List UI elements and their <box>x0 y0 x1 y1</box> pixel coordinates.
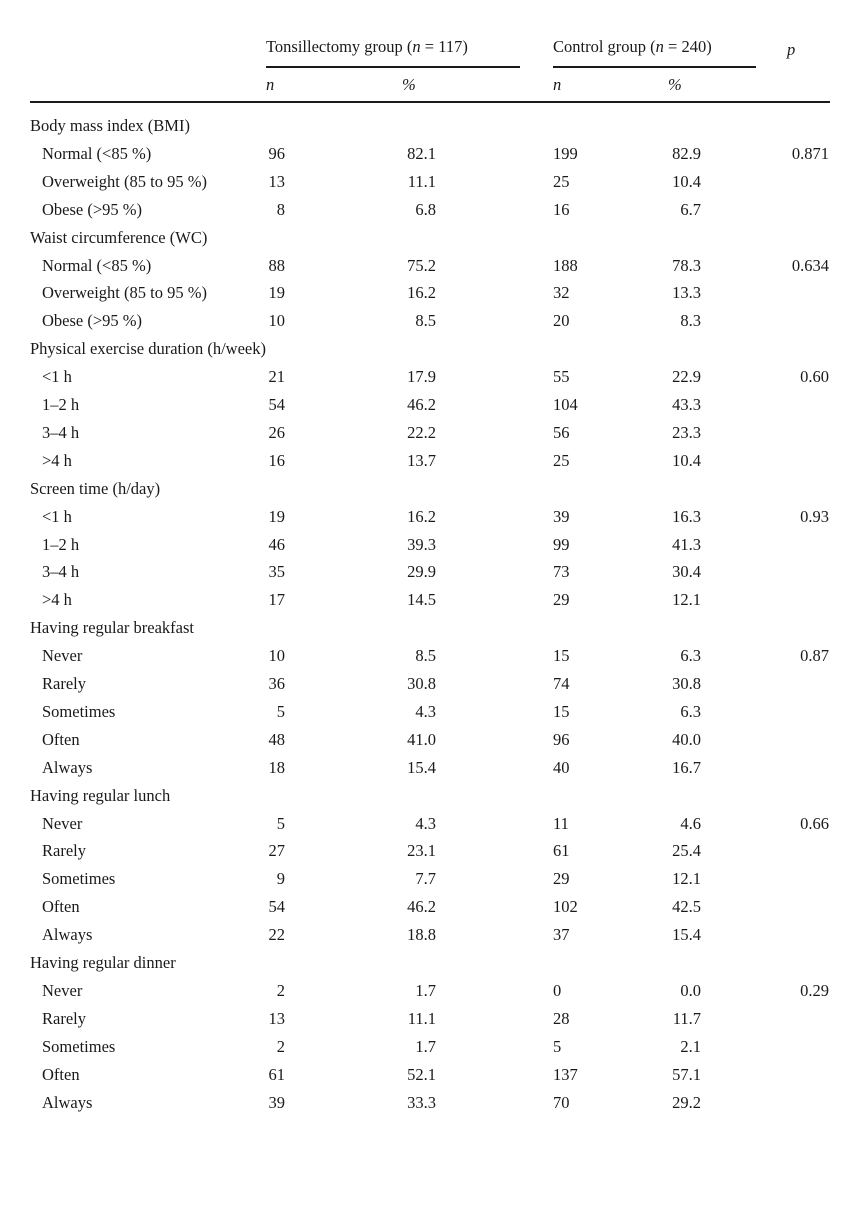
row-label: 1–2 h <box>42 395 80 414</box>
section-title: Having regular breakfast <box>30 618 195 638</box>
tonsillectomy-pct-cell: 16.2 <box>407 283 436 303</box>
tonsillectomy-n-cell: 35 <box>268 562 285 582</box>
tonsillectomy-n-cell: 17 <box>268 590 285 610</box>
tonsillectomy-pct-cell: 52.1 <box>407 1064 436 1084</box>
p-value-cell: 0.634 <box>791 255 829 275</box>
control-pct-cell: 12.1 <box>672 869 701 889</box>
tonsillectomy-pct-cell: 7.7 <box>415 869 436 889</box>
row-label: >4 h <box>42 590 72 610</box>
row-label: Never <box>42 813 83 833</box>
row-label: Normal (<85 %) <box>42 255 152 275</box>
tonsillectomy-pct-cell: 39.3 <box>407 534 436 554</box>
row-label: Always <box>42 1092 93 1112</box>
control-n-cell: 29 <box>553 869 570 889</box>
control-n-cell: 5 <box>553 1036 562 1056</box>
group2-underline <box>553 66 756 68</box>
control-n-cell: 39 <box>553 506 570 526</box>
control-pct-cell: 30.8 <box>672 674 701 693</box>
row-label: Often <box>42 729 80 749</box>
tonsillectomy-n-cell: 9 <box>276 869 285 889</box>
row-label: Sometimes <box>42 869 116 889</box>
tonsillectomy-pct-cell: 11.1 <box>407 171 436 191</box>
header-n-symbol: n <box>655 37 664 56</box>
tonsillectomy-n-cell: 22 <box>268 925 285 945</box>
control-pct-cell: 16.7 <box>672 757 701 777</box>
p-value-cell: 0.93 <box>800 506 829 526</box>
header-rule <box>30 101 830 103</box>
subheader-pct-group2: % <box>668 75 682 94</box>
section-title: Waist circumference (WC) <box>30 227 208 247</box>
control-n-cell: 199 <box>553 143 578 163</box>
control-pct-cell: 4.6 <box>680 813 701 833</box>
control-pct-cell: 6.3 <box>680 701 701 721</box>
control-pct-cell: 2.1 <box>680 1036 701 1056</box>
tonsillectomy-pct-cell: 82.1 <box>407 143 436 163</box>
control-pct-cell: 82.9 <box>672 143 701 163</box>
tonsillectomy-pct-cell: 16.2 <box>407 506 436 526</box>
control-n-cell: 15 <box>553 646 570 666</box>
tonsillectomy-n-cell: 2 <box>276 980 285 1000</box>
control-pct-cell: 22.9 <box>672 367 701 387</box>
tonsillectomy-pct-cell: 23.1 <box>407 841 436 861</box>
p-value-cell: 0.66 <box>800 813 829 833</box>
section-title: Physical exercise duration (h/week) <box>30 339 266 359</box>
tonsillectomy-pct-cell: 30.8 <box>407 674 436 693</box>
row-label: 1–2 h <box>42 534 80 554</box>
tonsillectomy-pct-cell: 1.7 <box>415 980 436 1000</box>
control-pct-cell: 16.3 <box>672 506 701 526</box>
control-n-cell: 70 <box>553 1092 570 1112</box>
control-n-cell: 104 <box>553 395 578 414</box>
tonsillectomy-n-cell: 19 <box>268 283 285 303</box>
section-title: Having regular dinner <box>30 953 176 972</box>
section-title: Having regular lunch <box>30 785 171 805</box>
header-text: Tonsillectomy group ( <box>266 37 413 56</box>
control-pct-cell: 43.3 <box>672 395 701 414</box>
row-label: >4 h <box>42 450 72 470</box>
header-text: Control group ( <box>553 37 656 56</box>
tonsillectomy-n-cell: 88 <box>268 255 285 275</box>
tonsillectomy-group-header <box>266 39 468 56</box>
tonsillectomy-pct-cell: 41.0 <box>407 729 436 749</box>
row-label: Obese (>95 %) <box>42 199 143 219</box>
tonsillectomy-pct-cell: 46.2 <box>407 395 436 414</box>
control-n-cell: 28 <box>553 1008 570 1028</box>
control-n-cell: 16 <box>553 199 570 219</box>
row-label: Never <box>42 646 83 666</box>
row-label: <1 h <box>42 506 72 526</box>
row-label: Rarely <box>42 674 86 693</box>
control-n-cell: 29 <box>553 590 570 610</box>
tonsillectomy-n-cell: 46 <box>268 534 285 554</box>
tonsillectomy-n-cell: 54 <box>268 395 285 414</box>
tonsillectomy-n-cell: 18 <box>268 757 285 777</box>
section-title: Body mass index (BMI) <box>30 116 190 135</box>
section-title: Screen time (h/day) <box>30 478 161 498</box>
control-n-cell: 37 <box>553 925 570 945</box>
header-text: = 117) <box>420 37 468 56</box>
subheader-n-group2: n <box>553 75 562 94</box>
control-n-cell: 40 <box>553 757 570 777</box>
tonsillectomy-n-cell: 61 <box>268 1064 285 1084</box>
p-value-header: p <box>787 40 796 59</box>
control-pct-cell: 40.0 <box>672 729 701 749</box>
tonsillectomy-pct-cell: 11.1 <box>407 1008 436 1028</box>
tonsillectomy-pct-cell: 15.4 <box>407 757 436 777</box>
row-label: Sometimes <box>42 701 116 721</box>
tonsillectomy-n-cell: 19 <box>268 506 285 526</box>
control-n-cell: 32 <box>553 283 570 303</box>
tonsillectomy-n-cell: 8 <box>276 199 285 219</box>
row-label: Never <box>42 980 83 1000</box>
tonsillectomy-pct-cell: 75.2 <box>407 255 436 275</box>
tonsillectomy-pct-cell: 29.9 <box>407 562 436 582</box>
row-label: Sometimes <box>42 1036 116 1056</box>
control-n-cell: 74 <box>553 674 570 693</box>
control-pct-cell: 41.3 <box>672 534 701 554</box>
tonsillectomy-n-cell: 21 <box>268 367 285 387</box>
control-n-cell: 20 <box>553 311 570 331</box>
tonsillectomy-pct-cell: 8.5 <box>415 311 436 331</box>
control-n-cell: 15 <box>553 701 570 721</box>
row-label: Always <box>42 757 93 777</box>
control-n-cell: 0 <box>553 980 562 1000</box>
tonsillectomy-pct-cell: 33.3 <box>407 1092 436 1112</box>
row-label: Always <box>42 925 93 945</box>
tonsillectomy-pct-cell: 6.8 <box>415 199 436 219</box>
control-pct-cell: 30.4 <box>672 562 701 582</box>
control-pct-cell: 23.3 <box>672 422 701 442</box>
tonsillectomy-n-cell: 27 <box>268 841 285 861</box>
tonsillectomy-n-cell: 13 <box>268 171 285 191</box>
group1-underline <box>266 66 520 68</box>
header-n-symbol: n <box>412 37 421 56</box>
tonsillectomy-pct-cell: 46.2 <box>407 897 436 917</box>
p-value-cell: 0.29 <box>800 980 829 1000</box>
tonsillectomy-n-cell: 10 <box>268 646 285 666</box>
control-pct-cell: 10.4 <box>672 171 701 191</box>
subheader-n-group1: n <box>266 75 275 94</box>
control-pct-cell: 42.5 <box>672 897 701 917</box>
tonsillectomy-n-cell: 54 <box>268 897 285 917</box>
control-n-cell: 99 <box>553 534 570 554</box>
row-label: 3–4 h <box>42 562 80 582</box>
control-group-header <box>553 39 712 56</box>
control-n-cell: 56 <box>553 422 570 442</box>
row-label: <1 h <box>42 367 72 387</box>
row-label: Often <box>42 897 80 917</box>
tonsillectomy-n-cell: 10 <box>268 311 285 331</box>
control-n-cell: 55 <box>553 367 570 387</box>
tonsillectomy-pct-cell: 1.7 <box>415 1036 436 1056</box>
tonsillectomy-pct-cell: 13.7 <box>407 450 436 470</box>
tonsillectomy-pct-cell: 4.3 <box>415 813 436 833</box>
tonsillectomy-pct-cell: 18.8 <box>407 925 436 945</box>
control-pct-cell: 6.3 <box>680 646 701 666</box>
row-label: Obese (>95 %) <box>42 311 143 331</box>
tonsillectomy-pct-cell: 17.9 <box>407 367 436 387</box>
control-pct-cell: 12.1 <box>672 590 701 610</box>
header-text: = 240) <box>663 37 712 56</box>
control-pct-cell: 25.4 <box>672 841 701 861</box>
control-pct-cell: 13.3 <box>672 283 701 303</box>
control-pct-cell: 11.7 <box>672 1008 701 1028</box>
row-label: Overweight (85 to 95 %) <box>42 171 207 191</box>
row-label: Normal (<85 %) <box>42 143 152 163</box>
control-n-cell: 11 <box>553 813 569 833</box>
row-label: Rarely <box>42 1008 86 1028</box>
row-label: Overweight (85 to 95 %) <box>42 283 207 303</box>
p-value-cell: 0.87 <box>800 646 829 666</box>
tonsillectomy-n-cell: 16 <box>268 450 285 470</box>
tonsillectomy-n-cell: 39 <box>268 1092 285 1112</box>
control-pct-cell: 15.4 <box>672 925 701 945</box>
control-n-cell: 102 <box>553 897 578 917</box>
tonsillectomy-pct-cell: 4.3 <box>415 701 436 721</box>
row-label: Often <box>42 1064 80 1084</box>
tonsillectomy-n-cell: 2 <box>276 1036 285 1056</box>
row-label: Rarely <box>42 841 86 861</box>
tonsillectomy-n-cell: 5 <box>276 701 285 721</box>
row-label: 3–4 h <box>42 422 80 442</box>
p-value-cell: 0.60 <box>800 367 829 387</box>
tonsillectomy-pct-cell: 14.5 <box>407 590 436 610</box>
control-n-cell: 73 <box>553 562 570 582</box>
control-pct-cell: 57.1 <box>672 1064 701 1084</box>
control-pct-cell: 29.2 <box>672 1092 701 1112</box>
control-pct-cell: 10.4 <box>672 450 701 470</box>
control-n-cell: 137 <box>553 1064 578 1084</box>
tonsillectomy-pct-cell: 8.5 <box>415 646 436 666</box>
tonsillectomy-pct-cell: 22.2 <box>407 422 436 442</box>
control-pct-cell: 78.3 <box>672 255 701 275</box>
tonsillectomy-n-cell: 13 <box>268 1008 285 1028</box>
control-n-cell: 25 <box>553 450 570 470</box>
control-n-cell: 96 <box>553 729 570 749</box>
control-pct-cell: 8.3 <box>680 311 701 331</box>
control-pct-cell: 0.0 <box>680 980 701 1000</box>
tonsillectomy-n-cell: 48 <box>268 729 285 749</box>
tonsillectomy-n-cell: 5 <box>276 813 285 833</box>
tonsillectomy-n-cell: 96 <box>268 143 285 163</box>
tonsillectomy-n-cell: 26 <box>268 422 285 442</box>
tonsillectomy-n-cell: 36 <box>268 674 285 693</box>
p-value-cell: 0.871 <box>791 143 829 163</box>
control-n-cell: 25 <box>553 171 570 191</box>
subheader-pct-group1: % <box>402 75 416 94</box>
control-n-cell: 188 <box>553 255 578 275</box>
control-n-cell: 61 <box>553 841 570 861</box>
control-pct-cell: 6.7 <box>680 199 701 219</box>
